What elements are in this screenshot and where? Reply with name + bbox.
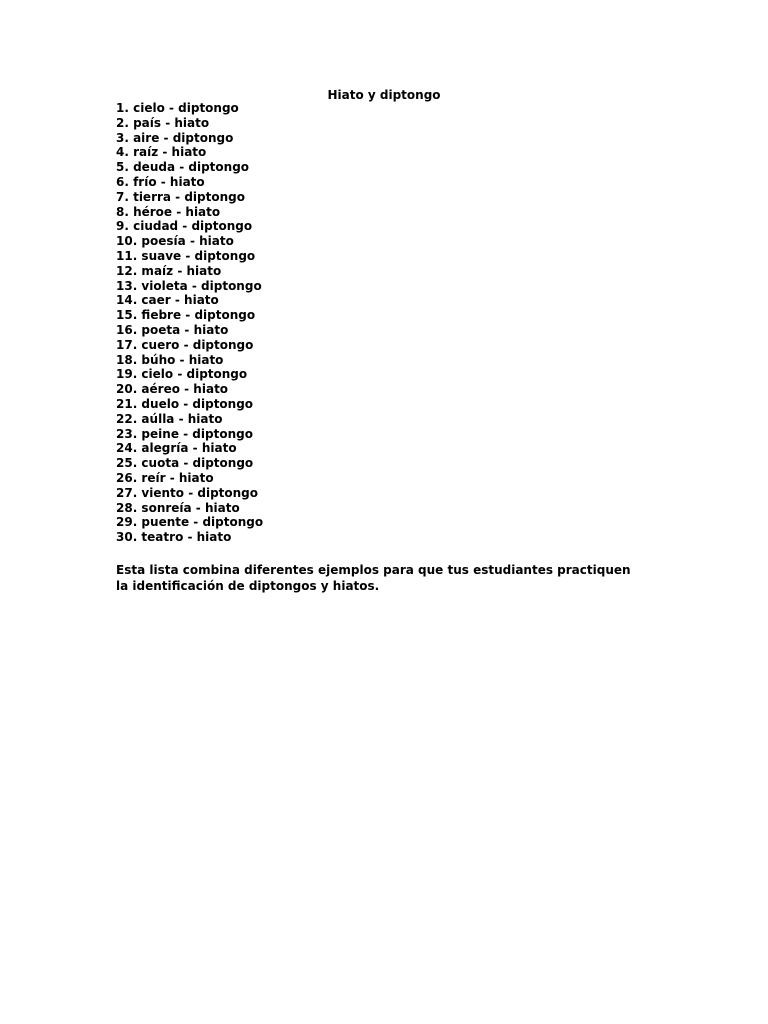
- list-item: 29. puente - diptongo: [116, 515, 264, 530]
- list-item: 7. tierra - diptongo: [116, 189, 245, 204]
- list-item: 13. violeta - diptongo: [116, 278, 262, 293]
- list-item: 10. poesía - hiato: [116, 234, 234, 249]
- list-item: 18. búho - hiato: [116, 352, 224, 367]
- closing-note: Esta lista combina diferentes ejemplos para que tus estudiantes practiquen la identificación de diptongos y hiatos.: [116, 563, 631, 593]
- list-item: 2. país - hiato: [116, 115, 210, 130]
- list-item: 8. héroe - hiato: [116, 204, 221, 219]
- list-item: 11. suave - diptongo: [116, 248, 256, 263]
- list-item: 23. peine - diptongo: [116, 426, 253, 441]
- list-item: 9. ciudad - diptongo: [116, 219, 253, 234]
- list-item: 15. fiebre - diptongo: [116, 308, 256, 323]
- list-item: 14. caer - hiato: [116, 293, 219, 308]
- list-item: 26. reír - hiato: [116, 470, 214, 485]
- document-title: Hiato y diptongo: [327, 88, 441, 102]
- list-item: 25. cuota - diptongo: [116, 456, 254, 471]
- list-item: 27. viento - diptongo: [116, 485, 259, 500]
- list-item: 12. maíz - hiato: [116, 263, 222, 278]
- list-item: 17. cuero - diptongo: [116, 337, 254, 352]
- list-item: 3. aire - diptongo: [116, 130, 234, 145]
- list-item: 28. sonreía - hiato: [116, 500, 240, 515]
- list-item: 24. alegría - hiato: [116, 441, 237, 456]
- list-item: 21. duelo - diptongo: [116, 396, 254, 411]
- word-list: [116, 101, 263, 545]
- list-item: 4. raíz - hiato: [116, 145, 207, 160]
- list-item: 30. teatro - hiato: [116, 530, 232, 545]
- list-item: 16. poeta - hiato: [116, 322, 229, 337]
- list-item: 22. aúlla - hiato: [116, 411, 223, 426]
- list-item: 6. frío - hiato: [116, 174, 205, 189]
- list-item: 5. deuda - diptongo: [116, 160, 250, 175]
- list-item: 19. cielo - diptongo: [116, 367, 248, 382]
- list-item: 1. cielo - diptongo: [116, 101, 239, 115]
- list-item: 20. aéreo - hiato: [116, 382, 229, 397]
